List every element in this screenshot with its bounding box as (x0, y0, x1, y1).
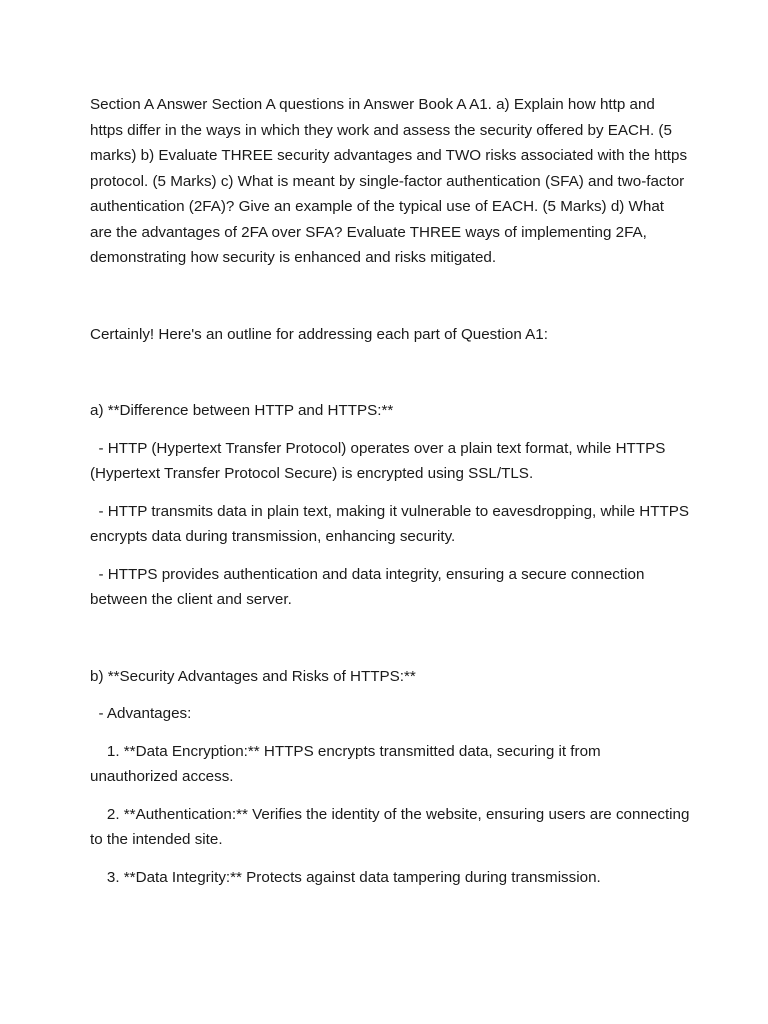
section-a-point: - HTTPS provides authentication and data integrity, ensuring a secure connection between the client and server. (90, 565, 649, 608)
intro-paragraph: Certainly! Here's an outline for addressing each part of Question A1: (90, 325, 548, 343)
section-a-point: - HTTP transmits data in plain text, making it vulnerable to eavesdropping, while HTTPS encrypts data during transmission, enhancing security. (90, 502, 694, 545)
section-b-advantages-label: - Advantages: (90, 705, 192, 722)
question-paragraph: Section A Answer Section A questions in Answer Book A A1. a) Explain how http and https differ in the ways in which they work and assess the security offered by EACH. (5 marks) b) Evaluate THREE security advantages and TWO risks associated with the https protocol. (5 Marks) c) What is meant by single-factor authentication (SFA) and two-factor authentication (2FA)? Give an example of the typical use of EACH. (5 Marks) d) What are the advantages of 2FA over SFA? Evaluate THREE ways of implementing 2FA, demonstrating how security is enhanced and risks mitigated. (90, 96, 692, 266)
section-b-advantage: 1. **Data Encryption:** HTTPS encrypts transmitted data, securing it from unauthorized access. (90, 742, 605, 785)
section-b-heading: b) **Security Advantages and Risks of HTTPS:** (90, 667, 416, 685)
section-a-point: - HTTP (Hypertext Transfer Protocol) operates over a plain text format, while HTTPS (Hypertext Transfer Protocol Secure) is encrypted using SSL/TLS. (90, 439, 670, 482)
section-a-heading: a) **Difference between HTTP and HTTPS:** (90, 402, 394, 419)
document-body (90, 92, 694, 890)
section-b-advantage: 2. **Authentication:** Verifies the identity of the website, ensuring users are connecting to the intended site. (90, 805, 694, 848)
section-b-advantage: 3. **Data Integrity:** Protects against data tampering during transmission. (90, 868, 601, 886)
